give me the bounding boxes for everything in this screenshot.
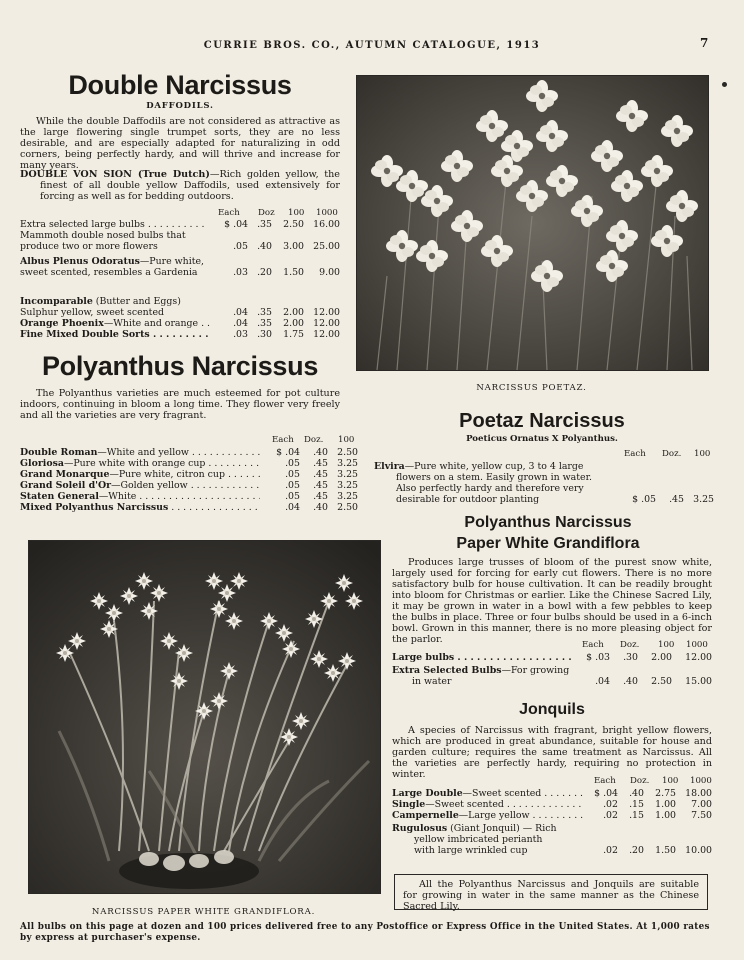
paper-white-flowers-illustration — [29, 541, 380, 893]
polyanthus-title: Polyanthus Narcissus — [41, 351, 319, 381]
incomparable-list — [20, 296, 340, 340]
double-narcissus-title: Double Narcissus — [68, 70, 292, 100]
poetaz-flowers-illustration — [357, 76, 708, 370]
paper-white-title: Polyanthus Narcissus Paper White Grandiflora — [456, 514, 640, 552]
double-narcissus-subtitle: DAFFODILS. — [146, 101, 214, 111]
paper-white-intro: Produces large trusses of bloom of the purest snow white, largely used for forcing for early cut flowers. There is no more satisfactory bulb for house cultivation. It can be readily brought into bloom for Christmas or earlier. Like the Chinese Sacred Lily, it may be grown in water in a bowl with a few pebbles to keep the bulbs in place. Three or four bulbs should be used in a 6-inch bowl. Grown in this manner, there is no more pleasing object for the parlor. — [392, 557, 712, 645]
narcissus-poetaz-photo — [356, 75, 709, 371]
von-sion-price-list — [20, 219, 340, 252]
price-row: Mammoth double nosed bulbs that produce two or more flowers .05 .40 3.00 25.00 — [20, 230, 340, 252]
poetaz-subtitle: Poeticus Ornatus X Polyanthus. — [466, 434, 618, 444]
price-row: Large Double—Sweet scented . . . $ .04 .40 2.75 18.00 — [392, 788, 712, 799]
price-row: Grand Soleil d'Or—Golden yellow . . . .05 .45 3.25 — [20, 480, 358, 491]
price-row: Extra Selected Bulbs—For growing in water .04 .40 2.50 15.00 — [392, 665, 712, 687]
price-row: Campernelle—Large yellow . . . .02 .15 1.00 7.50 — [392, 810, 712, 821]
price-row: Grand Monarque—Pure white, citron cup . . . .05 .45 3.25 — [20, 469, 358, 480]
running-header: CURRIE BROS. CO., AUTUMN CATALOGUE, 1913 — [203, 40, 541, 51]
price-row: Orange Phoenix—White and orange . . . .04 .35 2.00 12.00 — [20, 318, 340, 329]
paper-white-photo-caption: NARCISSUS PAPER WHITE GRANDIFLORA. — [91, 907, 316, 917]
von-sion-name: DOUBLE VON SION (True Dutch) — [20, 169, 210, 180]
poetaz-photo-caption: NARCISSUS POETAZ. — [476, 383, 587, 393]
price-row: Double Roman—White and yellow . . . $ .04 .40 2.50 — [20, 447, 358, 458]
elvira-entry: Elvira—Pure white, yellow cup, 3 to 4 large flowers on a stem. Easily grown in water. Also perfectly hardy and therefore very desirable for outdoor planting $ .05 .45 3.25 — [374, 461, 714, 505]
price-row: Extra selected large bulbs . . . $ .04 .35 2.50 16.00 — [20, 219, 340, 230]
price-row: Mixed Polyanthus Narcissus . . . .04 .40 2.50 — [20, 502, 358, 513]
price-row: Rugulosus (Giant Jonquil) — Rich yellow imbricated perianth with large wrinkled cup .02 .20 1.50 10.00 — [392, 823, 712, 856]
page-number: 7 — [700, 36, 709, 50]
water-growing-note: All the Polyanthus Narcissus and Jonquils are suitable for growing in water in the same manner as the Chinese Sacred Lily. — [394, 874, 708, 910]
price-row: Fine Mixed Double Sorts . . . .03 .30 1.75 12.00 — [20, 329, 340, 340]
price-row: Single—Sweet scented . . . .02 .15 1.00 7.00 — [392, 799, 712, 810]
double-narcissus-intro: While the double Daffodils are not considered as attractive as the large flowering single trumpet sorts, they are no less desirable, and are especially adapted for naturalizing in odd corners, being perfectly hardy, and will thrive and increase for many years. — [20, 116, 340, 171]
price-row: Incomparable (Butter and Eggs) Sulphur yellow, sweet scented .04 .35 2.00 12.00 — [20, 296, 340, 318]
jonquils-title: Jonquils — [519, 701, 585, 718]
price-row: Large bulbs . . . $ .03 .30 2.00 12.00 — [392, 652, 712, 663]
price-row: Staten General—White . . . .05 .45 3.25 — [20, 491, 358, 502]
jonquils-price-list — [392, 788, 712, 856]
ornament-dot — [722, 82, 727, 87]
paper-white-photo — [28, 540, 381, 894]
delivery-footer: All bulbs on this page at dozen and 100 prices delivered free to any Postoffice or Express Office in the United States. At 1,000 rates by express at purchaser's expense. — [20, 922, 710, 943]
poetaz-title: Poetaz Narcissus — [459, 410, 625, 432]
price-row: Gloriosa—Pure white with orange cup . . . .05 .45 3.25 — [20, 458, 358, 469]
paper-white-price-list — [392, 652, 712, 687]
albus-plenus-entry: Albus Plenus Odoratus—Pure white, sweet scented, resembles a Gardenia .03 .20 1.50 9.00 — [20, 256, 340, 278]
polyanthus-price-list — [20, 447, 358, 513]
von-sion-description: DOUBLE VON SION (True Dutch)—Rich golden yellow, the finest of all double yellow Daffodils, used extensively for forcing as well as for bedding outdoors. — [20, 169, 340, 202]
polyanthus-intro: The Polyanthus varieties are much esteemed for pot culture indoors, continuing in bloom a long time. They flower very freely and all the varieties are very fragrant. — [20, 388, 340, 421]
jonquils-intro: A species of Narcissus with fragrant, bright yellow flowers, which are produced in great abundance, suitable for house and garden culture; requires the same treatment as Narcissus. All the varieties are perfectly hardy, requiring no protection in winter. — [392, 725, 712, 780]
